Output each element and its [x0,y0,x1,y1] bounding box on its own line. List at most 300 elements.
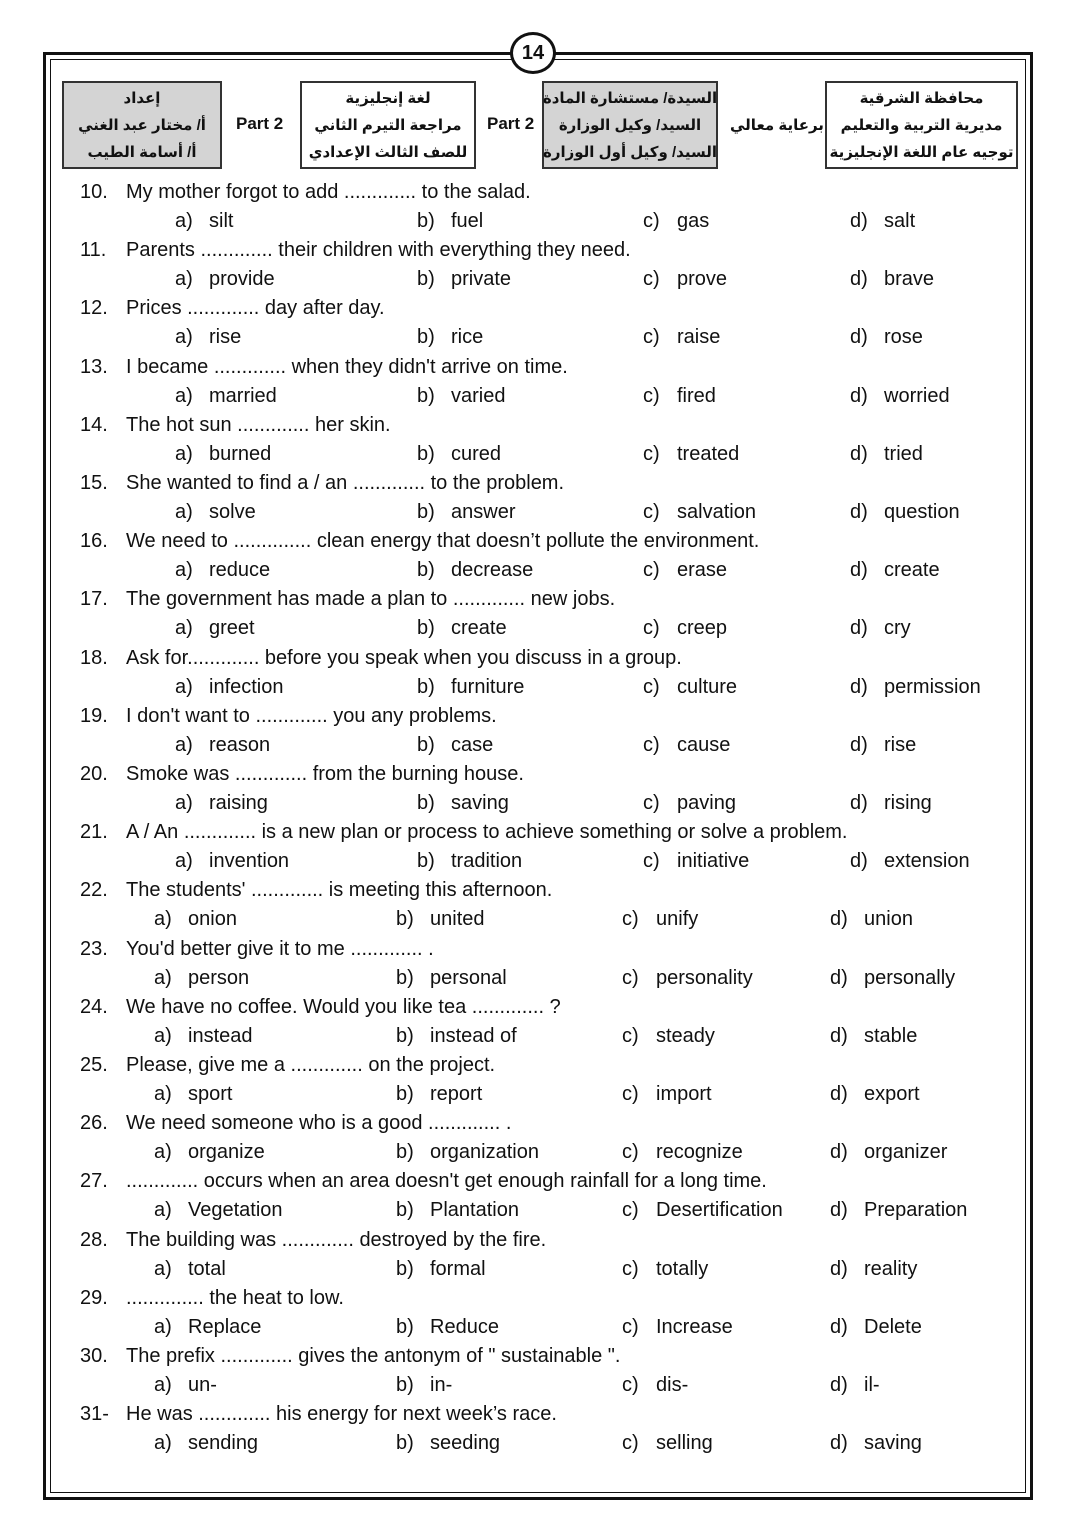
question-number: 30. [80,1345,108,1367]
option-letter: a) [175,559,193,582]
option-text: question [884,501,960,523]
question-number: 23. [80,937,108,960]
option-text: rise [209,326,242,349]
answer-option[interactable] [622,905,698,934]
answer-option[interactable] [154,1371,217,1400]
option-text: silt [209,210,234,232]
option-letter: a) [175,792,193,814]
question-stem [0,411,1080,440]
question-number: 18. [80,646,108,669]
answer-option[interactable] [850,847,970,876]
option-letter: c) [622,966,639,989]
option-letter: b) [417,326,435,349]
answer-option[interactable] [175,265,275,294]
option-text: invention [209,850,290,873]
option-letter: d) [850,850,868,873]
answer-option[interactable] [154,1429,258,1458]
prepared-line: أ/ أسامة الطيب [87,143,197,161]
option-letter: a) [154,1374,172,1396]
option-letter: a) [154,908,172,931]
option-letter: a) [154,966,172,989]
question-text: The students' ............. is meeting this afternoon. [126,879,553,902]
option-letter: d) [850,268,868,291]
question-number: 20. [80,763,108,785]
option-letter: b) [417,733,435,756]
option-text: saving [451,792,509,814]
answer-option[interactable] [417,207,483,236]
question-stem [0,178,1080,207]
answer-option[interactable] [643,207,709,236]
answer-option[interactable] [396,905,485,934]
option-text: greet [209,617,255,640]
answer-option[interactable] [396,964,507,993]
options-row [0,323,1080,352]
question-stem [0,702,1080,731]
question-stem [0,294,1080,323]
option-text: onion [188,908,237,931]
option-letter: a) [175,210,193,232]
option-text: organize [188,1141,265,1164]
answer-option[interactable] [850,673,981,702]
subject-line: للصف الثالث الإعدادي [308,143,468,161]
option-letter: d) [830,1432,848,1455]
question-stem [0,935,1080,964]
option-text: reason [209,733,271,756]
answer-option[interactable] [154,1080,232,1109]
option-text: Vegetation [188,1199,283,1222]
option-text: raise [677,326,721,349]
option-text: initiative [677,850,750,873]
option-letter: b) [396,1257,414,1280]
answer-option[interactable] [622,1022,715,1051]
option-text: answer [451,501,516,523]
answer-option[interactable] [643,789,736,818]
question-text: She wanted to find a / an ............. to the problem. [126,472,565,494]
option-text: fuel [451,210,484,232]
question-text: Ask for............. before you speak when you discuss in a group. [126,646,682,669]
question-text: .............. the heat to low. [126,1286,344,1309]
option-text: in- [430,1374,453,1396]
option-text: united [430,908,485,931]
option-text: formal [430,1257,486,1280]
option-text: organization [430,1141,539,1164]
option-text: married [209,384,277,407]
answer-option[interactable] [417,673,524,702]
question-stem [0,527,1080,556]
options-row [0,964,1080,993]
page-number: 14 [510,32,556,74]
answer-option[interactable] [850,440,923,469]
option-text: provide [209,268,275,291]
question-number: 15. [80,472,108,494]
answer-option[interactable] [396,1022,517,1051]
question-stem [0,818,1080,847]
answer-option[interactable] [850,731,916,760]
option-letter: c) [622,1257,639,1280]
answer-option[interactable] [396,1080,482,1109]
question-stem [0,993,1080,1022]
option-letter: a) [175,268,193,291]
directorate-line: مديرية التربية والتعليم [840,116,1003,134]
answer-option[interactable] [417,556,533,585]
option-letter: c) [643,442,660,465]
option-letter: a) [154,1024,172,1047]
answer-option[interactable] [417,265,511,294]
option-letter: a) [175,617,193,640]
answer-option[interactable] [643,847,749,876]
answer-option[interactable] [154,1196,283,1225]
answer-option[interactable] [417,382,505,411]
answer-option[interactable] [417,731,493,760]
answer-option[interactable] [850,556,940,585]
answer-option[interactable] [830,964,955,993]
option-text: create [884,559,940,582]
answer-option[interactable] [175,614,255,643]
option-letter: d) [850,384,868,407]
option-text: rise [884,733,917,756]
answer-option[interactable] [417,440,501,469]
option-text: Reduce [430,1315,499,1338]
answer-option[interactable] [175,556,270,585]
answer-option[interactable] [643,731,730,760]
option-text: total [188,1257,226,1280]
answer-option[interactable] [643,323,720,352]
option-text: rising [884,792,932,814]
option-text: treated [677,442,740,465]
answer-option[interactable] [622,1429,713,1458]
options-row [0,789,1080,818]
options-row [0,1313,1080,1342]
governorate-line: محافظة الشرقية [859,90,984,108]
question-stem [0,760,1080,789]
option-text: furniture [451,675,525,698]
option-text: instead of [430,1024,517,1047]
option-letter: c) [643,326,660,349]
answer-option[interactable] [396,1255,486,1284]
answer-option[interactable] [830,1313,922,1342]
option-letter: b) [417,617,435,640]
answer-option[interactable] [622,1138,743,1167]
option-text: brave [884,268,935,291]
option-letter: c) [643,792,660,814]
option-text: permission [884,675,981,698]
answer-option[interactable] [850,789,932,818]
answer-option[interactable] [830,1429,922,1458]
option-text: cause [677,733,731,756]
question-number: 28. [80,1228,108,1251]
answer-option[interactable] [850,498,960,527]
option-letter: d) [850,617,868,640]
option-text: un- [188,1374,217,1396]
option-letter: c) [643,384,660,407]
option-letter: c) [622,1141,639,1164]
option-letter: a) [154,1315,172,1338]
answer-option[interactable] [154,1138,265,1167]
answer-option[interactable] [830,1196,967,1225]
answer-option[interactable] [417,847,522,876]
option-letter: c) [622,1024,639,1047]
answer-option[interactable] [643,498,756,527]
answer-option[interactable] [175,847,289,876]
options-row [0,1080,1080,1109]
option-letter: c) [622,908,639,931]
question-stem [0,1167,1080,1196]
option-text: totally [656,1257,709,1280]
option-letter: b) [417,792,435,814]
answer-option[interactable] [396,1313,499,1342]
option-letter: a) [154,1141,172,1164]
option-text: cured [451,442,502,465]
answer-option[interactable] [622,1080,712,1109]
option-text: personally [864,966,956,989]
option-text: union [864,908,913,931]
question-text: Prices ............. day after day. [126,297,385,320]
answer-option[interactable] [396,1371,452,1400]
answer-option[interactable] [643,382,716,411]
option-text: instead [188,1024,253,1047]
answer-option[interactable] [154,1313,261,1342]
answer-option[interactable] [396,1138,539,1167]
option-letter: b) [396,1432,414,1455]
option-letter: a) [175,501,193,523]
option-letter: d) [830,1315,848,1338]
option-text: Increase [656,1315,733,1338]
option-text: varied [451,384,506,407]
option-letter: c) [643,268,660,291]
question-number: 25. [80,1054,108,1076]
answer-option[interactable] [417,789,509,818]
option-text: export [864,1083,920,1105]
option-text: unify [656,908,699,931]
subject-line: لغة إنجليزية [345,90,431,108]
option-text: personality [656,966,753,989]
question-text: My mother forgot to add ............. to the salad. [126,181,531,203]
option-letter: b) [417,501,435,523]
question-text: I became ............. when they didn't arrive on time. [126,355,568,378]
option-text: create [451,617,507,640]
supervision-line: توجيه عام اللغة الإنجليزية [829,143,1014,161]
options-row [0,207,1080,236]
question-stem [0,585,1080,614]
answer-option[interactable] [154,964,249,993]
option-letter: c) [622,1374,639,1396]
option-letter: c) [643,210,660,232]
answer-option[interactable] [175,440,271,469]
prepared-line: إعداد [123,90,161,108]
option-letter: b) [396,1374,414,1396]
option-letter: c) [643,675,660,698]
options-row [0,847,1080,876]
option-text: personal [430,966,507,989]
option-letter: a) [154,1083,172,1105]
answer-option[interactable] [154,905,237,934]
option-text: decrease [451,559,534,582]
header-part-label: Part 2 [487,114,535,133]
option-text: worried [884,384,950,407]
option-letter: b) [396,1199,414,1222]
question-text: Please, give me a ............. on the project. [126,1054,496,1076]
question-text: Smoke was ............. from the burning house. [126,763,524,785]
question-stem [0,644,1080,673]
question-text: He was ............. his energy for next week’s race. [126,1403,557,1426]
option-letter: d) [830,1257,848,1280]
option-letter: b) [396,1083,414,1105]
header-prepared-box [62,81,222,169]
question-stem [0,1284,1080,1313]
question-number: 12. [80,297,108,320]
options-row [0,265,1080,294]
option-text: dis- [656,1374,689,1396]
option-text: creep [677,617,728,640]
question-stem [0,1400,1080,1429]
prepared-line: أ/ مختار عبد الغني [78,116,206,134]
option-letter: d) [830,1374,848,1396]
options-row [0,1429,1080,1458]
option-letter: c) [622,1083,639,1105]
question-number: 11. [80,239,107,262]
question-number: 16. [80,530,108,553]
option-letter: d) [850,792,868,814]
question-text: A / An ............. is a new plan or process to achieve something or solve a problem. [126,821,848,844]
answer-option[interactable] [396,1196,519,1225]
option-text: culture [677,675,738,698]
header-part-label: Part 2 [236,114,284,133]
option-letter: c) [643,559,660,582]
option-text: sending [188,1432,259,1455]
question-number: 26. [80,1112,108,1135]
question-number: 17. [80,588,108,611]
option-letter: c) [643,733,660,756]
option-text: person [188,966,250,989]
option-letter: b) [396,1315,414,1338]
answer-option[interactable] [830,1371,880,1400]
answer-option[interactable] [154,1255,226,1284]
question-stem [0,469,1080,498]
option-text: erase [677,559,728,582]
option-letter: a) [175,384,193,407]
question-stem [0,876,1080,905]
answer-option[interactable] [850,382,950,411]
option-letter: a) [154,1199,172,1222]
option-text: burned [209,442,272,465]
question-number: 22. [80,879,108,902]
option-letter: b) [396,1024,414,1047]
option-letter: d) [850,733,868,756]
answer-option[interactable] [622,964,753,993]
option-text: Desertification [656,1199,783,1222]
answer-option[interactable] [622,1255,708,1284]
option-letter: a) [175,442,193,465]
question-text: ............. occurs when an area doesn't get enough rainfall for a long time. [126,1170,767,1193]
option-text: salt [884,210,916,232]
answer-option[interactable] [643,614,727,643]
option-letter: b) [396,908,414,931]
option-letter: c) [622,1315,639,1338]
answer-option[interactable] [154,1022,253,1051]
question-text: You'd better give it to me ............. . [126,937,434,960]
option-letter: d) [830,1141,848,1164]
option-text: Preparation [864,1199,968,1222]
official-line: السيدة/ مستشارة المادة [542,90,718,108]
question-number: 24. [80,995,108,1018]
answer-option[interactable] [622,1371,688,1400]
answer-option[interactable] [622,1196,783,1225]
option-text: prove [677,268,728,291]
answer-option[interactable] [175,731,270,760]
options-row [0,1371,1080,1400]
answer-option[interactable] [850,614,911,643]
subject-line: مراجعة التيرم الثاني [314,116,462,134]
answer-option[interactable] [643,673,737,702]
option-letter: a) [175,675,193,698]
question-number: 27. [80,1170,108,1193]
official-line: السيد/ وكيل أول الوزارة [543,143,717,161]
options-row [0,673,1080,702]
answer-option[interactable] [643,556,727,585]
header-subject-box [300,81,476,169]
option-text: recognize [656,1141,743,1164]
option-text: cry [884,617,911,640]
option-letter: d) [830,1083,848,1105]
option-letter: b) [417,210,435,232]
question-number: 19. [80,704,108,727]
answer-option[interactable] [830,1255,917,1284]
answer-option[interactable] [175,207,233,236]
answer-option[interactable] [396,1429,500,1458]
answer-option[interactable] [417,614,507,643]
option-text: rose [884,326,923,349]
answer-option[interactable] [417,498,515,527]
answer-option[interactable] [175,789,268,818]
option-letter: d) [830,966,848,989]
answer-option[interactable] [175,323,241,352]
question-text: We need to .............. clean energy that doesn’t pollute the environment. [126,530,760,553]
question-number: 13. [80,355,108,378]
options-row [0,905,1080,934]
answer-option[interactable] [417,323,483,352]
option-letter: d) [850,442,868,465]
option-letter: a) [154,1432,172,1455]
options-row [0,1138,1080,1167]
option-text: extension [884,850,970,873]
options-row [0,556,1080,585]
answer-option[interactable] [850,323,923,352]
option-text: raising [209,792,268,814]
question-number: 31- [80,1403,109,1426]
options-row [0,1196,1080,1225]
answer-option[interactable] [830,905,913,934]
option-text: stable [864,1024,918,1047]
answer-option[interactable] [830,1080,920,1109]
answer-option[interactable] [643,440,739,469]
answer-option[interactable] [175,498,256,527]
option-text: private [451,268,512,291]
option-text: paving [677,792,736,814]
answer-option[interactable] [850,207,915,236]
option-text: fired [677,384,716,407]
answer-option[interactable] [175,382,277,411]
answer-option[interactable] [830,1138,947,1167]
option-text: Delete [864,1315,922,1338]
answer-option[interactable] [850,265,934,294]
answer-option[interactable] [830,1022,917,1051]
answer-option[interactable] [643,265,727,294]
answer-option[interactable] [175,673,284,702]
option-letter: d) [850,559,868,582]
answer-option[interactable] [622,1313,733,1342]
option-letter: d) [850,210,868,232]
option-letter: a) [175,850,193,873]
